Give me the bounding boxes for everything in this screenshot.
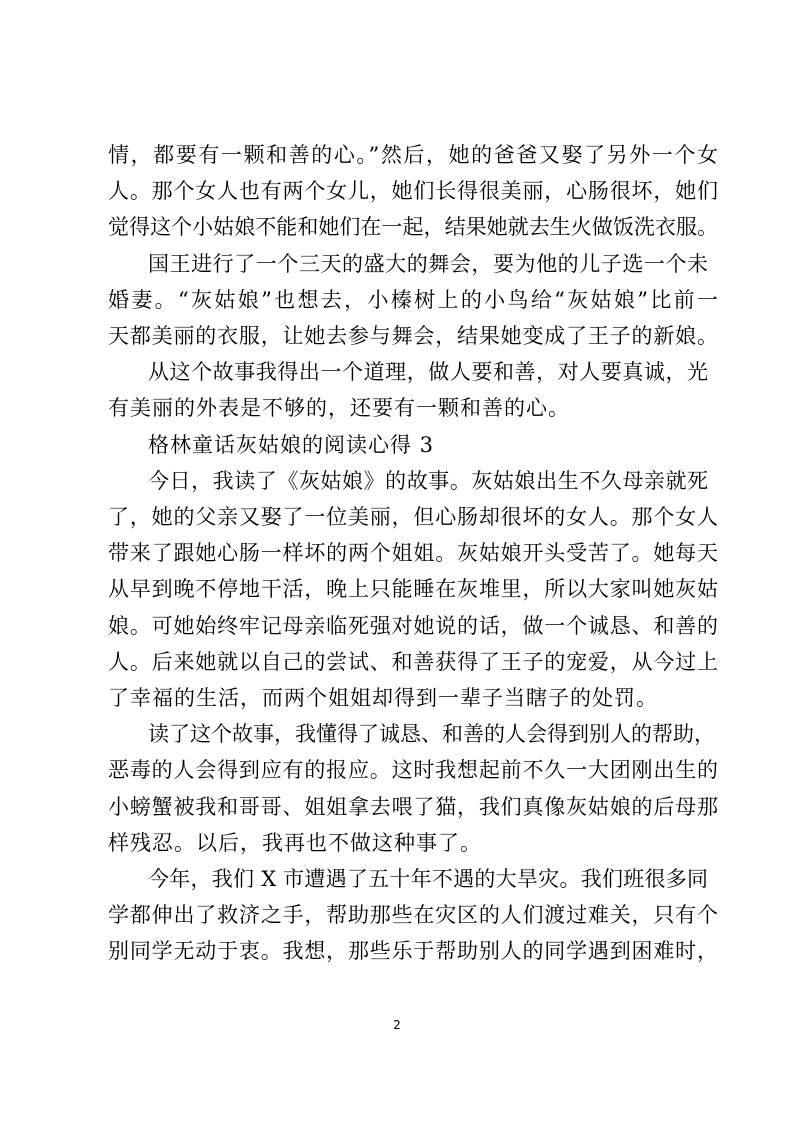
text-line: 娘。可她始终牢记母亲临死强对她说的话，做一个诚恳、和善的: [108, 614, 718, 638]
text-line: 读了这个故事，我懂得了诚恳、和善的人会得到别人的帮助，: [148, 722, 715, 746]
text-line: 了，她的父亲又娶了一位美丽，但心肠却很坏的女人。那个女人: [108, 505, 718, 529]
text-line: 人。后来她就以自己的尝试、和善获得了王子的宠爱，从今过上: [108, 650, 718, 674]
text-line: 恶毒的人会得到应有的报应。这时我想起前不久一大团刚出生的: [108, 758, 718, 782]
text-line: 婚妻。“灰姑娘”也想去，小榛树上的小鸟给“灰姑娘”比前一: [108, 288, 718, 312]
text-line: 天都美丽的衣服，让她去参与舞会，结果她变成了王子的新娘。: [108, 324, 718, 348]
text-line: 觉得这个小姑娘不能和她们在一起，结果她就去生火做饭洗衣服。: [108, 215, 718, 239]
text-line: 国王进行了一个三天的盛大的舞会，要为他的儿子选一个未: [148, 252, 708, 276]
text-line: 人。那个女人也有两个女儿，她们长得很美丽，心肠很坏，她们: [108, 179, 718, 203]
text-line: 从这个故事我得出一个道理，做人要和善，对人要真诚，光: [148, 360, 708, 384]
text-line: 别同学无动于衷。我想，那些乐于帮助别人的同学遇到困难时，: [108, 939, 718, 963]
text-line: 从早到晚不停地干活，晚上只能睡在灰堆里，所以大家叫她灰姑: [108, 577, 718, 601]
text-line: 今日，我读了《灰姑娘》的故事。灰姑娘出生不久母亲就死: [148, 469, 708, 493]
text-line: 学都伸出了救济之手，帮助那些在灾区的人们渡过难关，只有个: [108, 903, 718, 927]
page-number: 2: [393, 1018, 401, 1032]
text-line: 了幸福的生活，而两个姐姐却得到一辈子当瞎子的处罚。: [108, 686, 658, 710]
text-line: 样残忍。以后，我再也不做这种事了。: [108, 831, 482, 855]
text-line: 今年，我们 X 市遭遇了五十年不遇的大旱灾。我们班很多同: [148, 867, 708, 891]
text-line: 带来了跟她心肠一样坏的两个姐姐。灰姑娘开头受苦了。她每天: [108, 541, 718, 565]
text-line: 小螃蟹被我和哥哥、姐姐拿去喂了猫，我们真像灰姑娘的后母那: [108, 795, 718, 819]
section-heading: 格林童话灰姑娘的阅读心得 3: [148, 433, 435, 457]
text-line: 情，都要有一颗和善的心。”然后，她的爸爸又娶了另外一个女: [108, 143, 718, 167]
text-line: 有美丽的外表是不够的，还要有一颗和善的心。: [108, 396, 570, 420]
